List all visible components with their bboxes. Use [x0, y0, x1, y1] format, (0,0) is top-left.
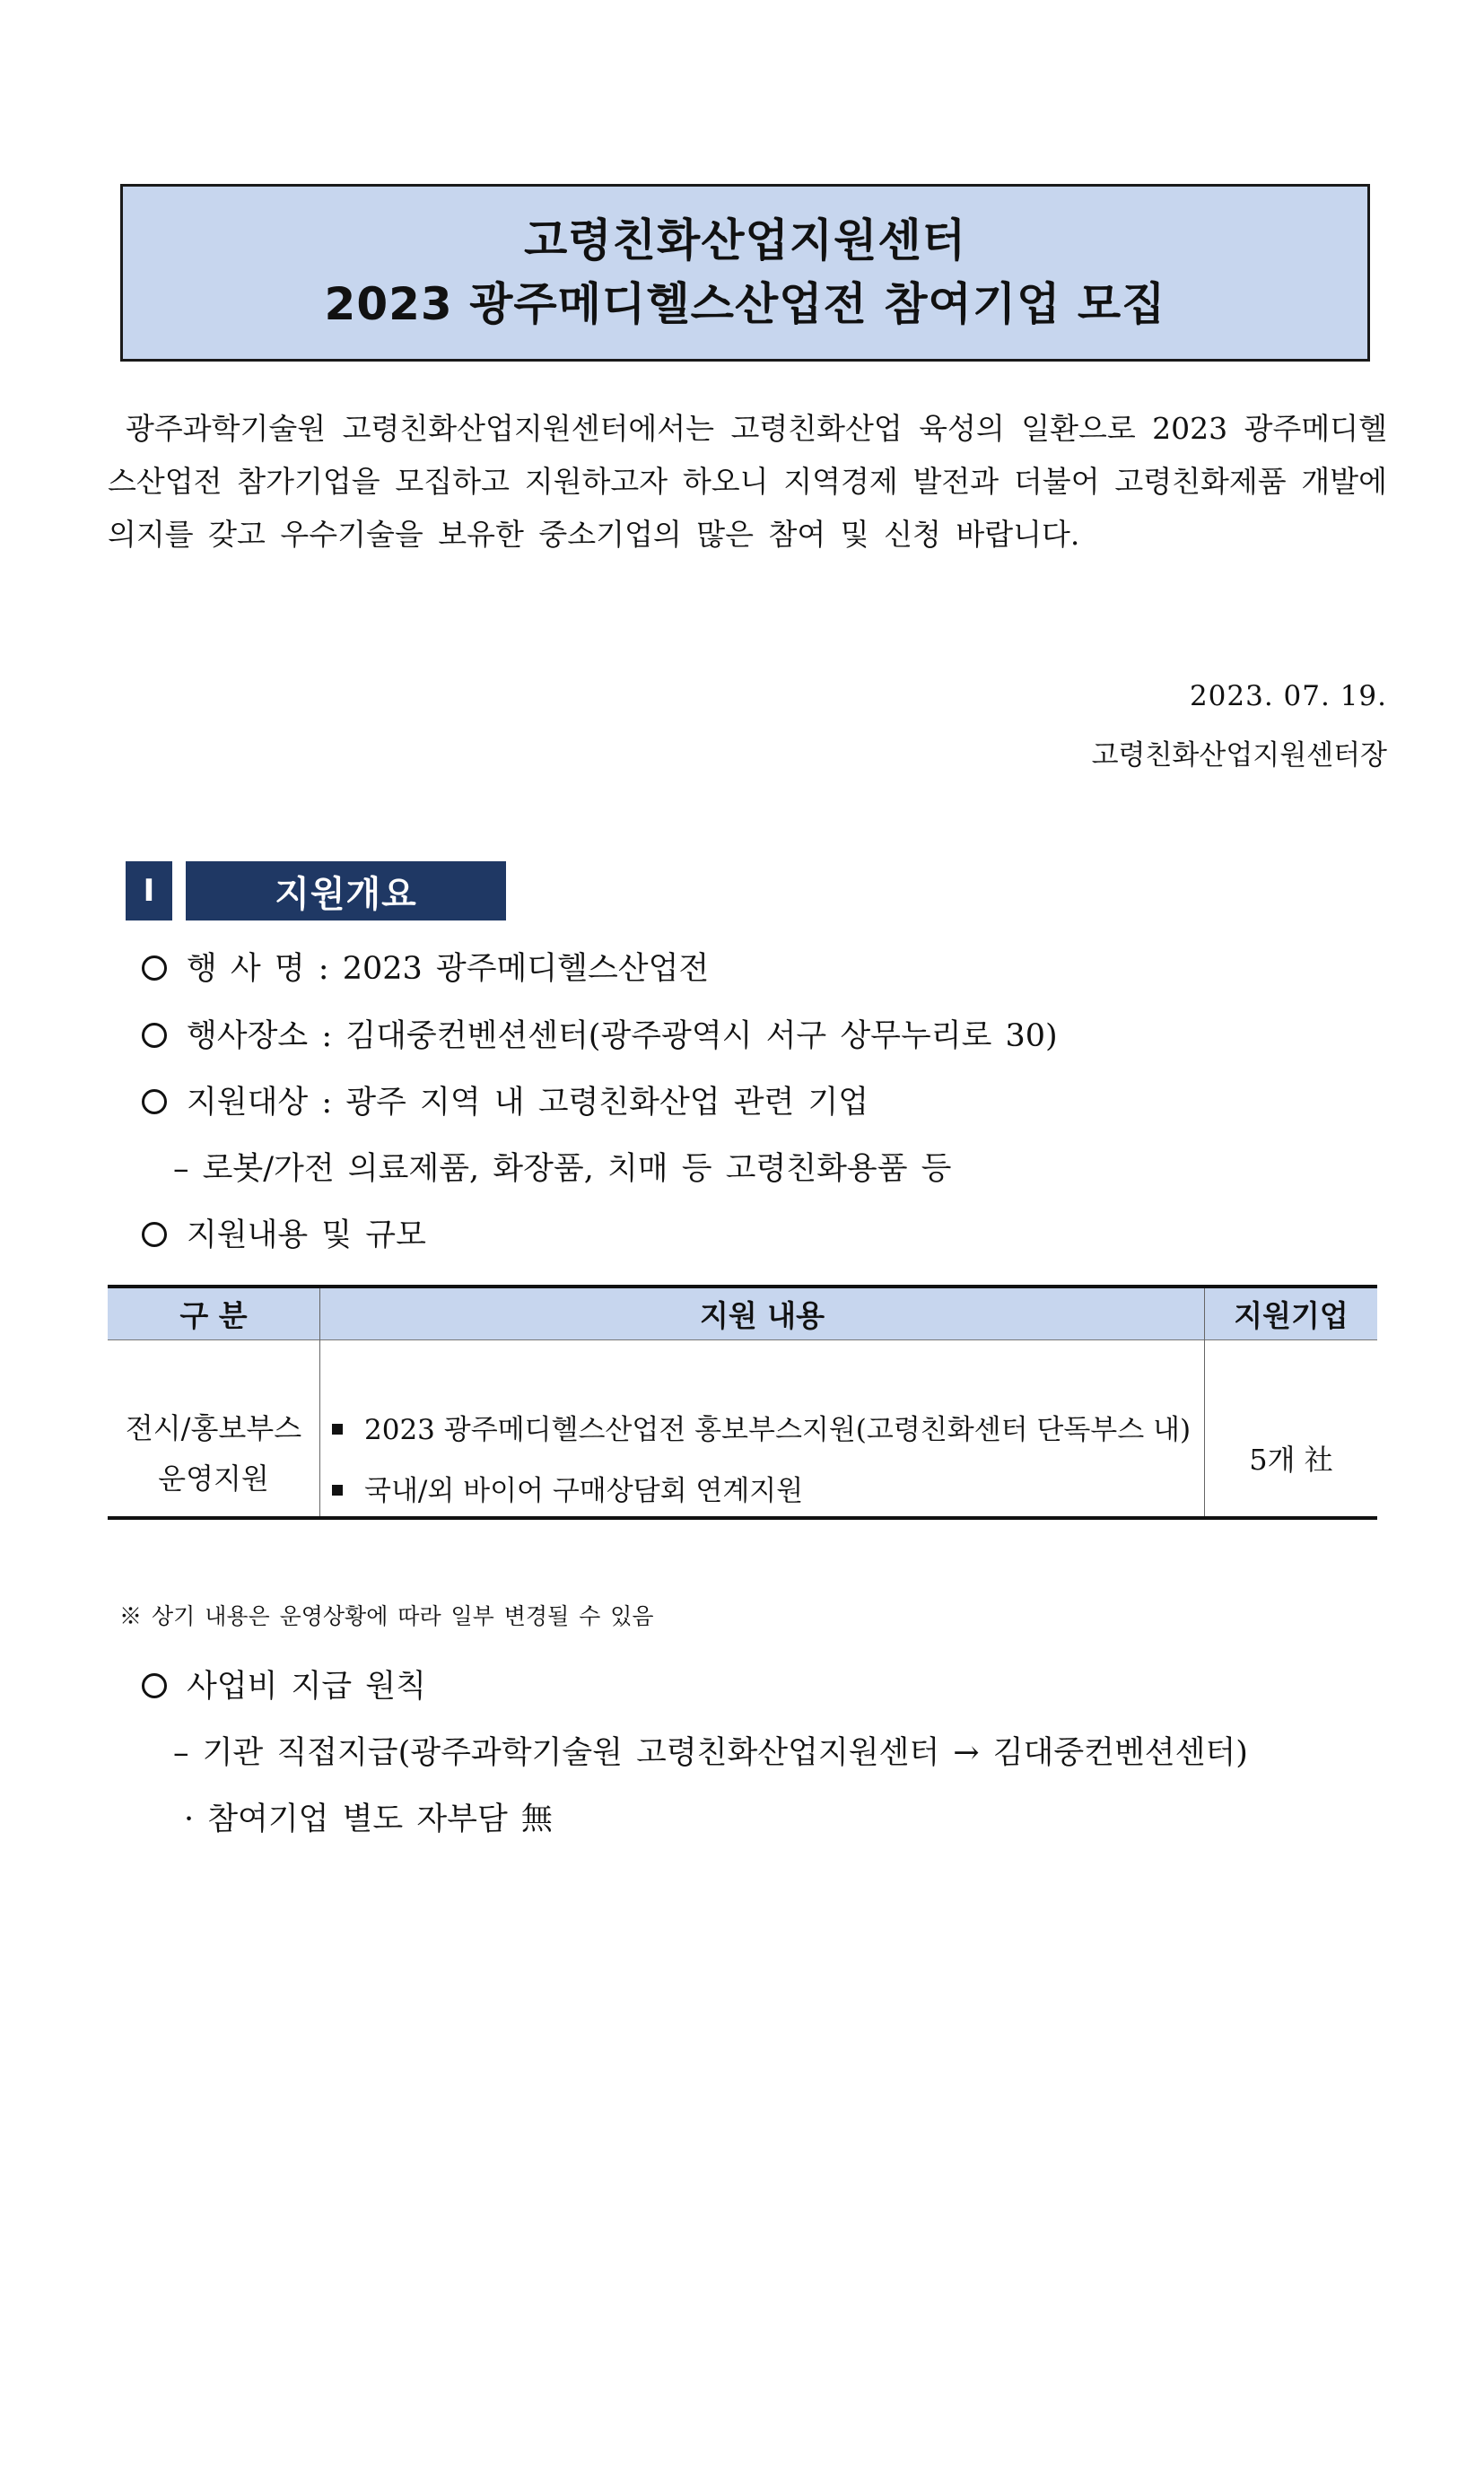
circle-bullet-icon	[142, 1222, 167, 1247]
list-item: 국내/외 바이어 구매상담회 연계지원	[332, 1461, 1202, 1522]
circle-bullet-icon	[142, 955, 167, 981]
item-target: 지원대상 : 광주 지역 내 고령친화산업 관련 기업	[142, 1077, 869, 1122]
table-divider	[1204, 1288, 1205, 1518]
title-line-1: 고령친화산업지원센터	[524, 214, 966, 266]
header-category: 구 분	[179, 1298, 248, 1333]
payment-title: 사업비 지급 원칙	[142, 1662, 426, 1706]
table-header	[108, 1288, 1377, 1340]
item-target-detail: – 로봇/가전 의료제품, 화장품, 치매 등 고령친화용품 등	[173, 1151, 952, 1187]
circle-bullet-icon	[142, 1089, 167, 1114]
signer: 고령친화산업지원센터장	[1091, 739, 1387, 772]
section-number: Ⅰ	[126, 861, 172, 920]
square-bullet-icon	[332, 1485, 343, 1496]
intro-text: 광주과학기술원 고령친화산업지원센터에서는 고령친화산업 육성의 일환으로 2023 광주메디헬스산업전 참가기업을 모집하고 지원하고자 하오니 지역경제 발전과 더불어 고령친화제품 개발에 의지를 갖고 우수기술을 보유한 중소기업의 많은 참여 및 신청 바랍니다.	[108, 411, 1387, 552]
title-line-2: 2023 광주메디헬스산업전 참여기업 모집	[324, 278, 1166, 330]
circle-bullet-icon	[142, 1673, 167, 1698]
row-count: 5개 社	[1249, 1443, 1333, 1477]
payment-detail: – 기관 직접지급(광주과학기술원 고령친화산업지원센터 → 김대중컨벤션센터)	[173, 1735, 1248, 1771]
square-bullet-icon	[332, 1424, 343, 1435]
title-box	[120, 184, 1370, 362]
item-support: 지원내용 및 규모	[142, 1210, 426, 1255]
payment-sub: · 참여기업 별도 자부담 無	[184, 1802, 553, 1837]
circle-bullet-icon	[142, 1023, 167, 1048]
header-count: 지원기업	[1234, 1298, 1349, 1333]
item-venue: 행사장소 : 김대중컨벤션센터(광주광역시 서구 상무누리로 30)	[142, 1011, 1058, 1056]
list-item: 2023 광주메디헬스산업전 홍보부스지원(고령친화센터 단독부스 내)	[332, 1400, 1202, 1461]
table-bottom-rule	[108, 1516, 1377, 1520]
table-note: ※ 상기 내용은 운영상황에 따라 일부 변경될 수 있음	[119, 1603, 654, 1629]
table-divider	[319, 1288, 320, 1518]
section-title: 지원개요	[186, 861, 506, 920]
header-content: 지원 내용	[699, 1298, 825, 1333]
intro-paragraph	[108, 402, 1387, 561]
row-content	[332, 1400, 1202, 1522]
item-event-name: 행 사 명 : 2023 광주메디헬스산업전	[142, 944, 709, 989]
row-category: 전시/홍보부스 운영지원	[125, 1411, 302, 1496]
support-table	[108, 1285, 1377, 2469]
notice-date: 2023. 07. 19.	[1189, 680, 1387, 712]
